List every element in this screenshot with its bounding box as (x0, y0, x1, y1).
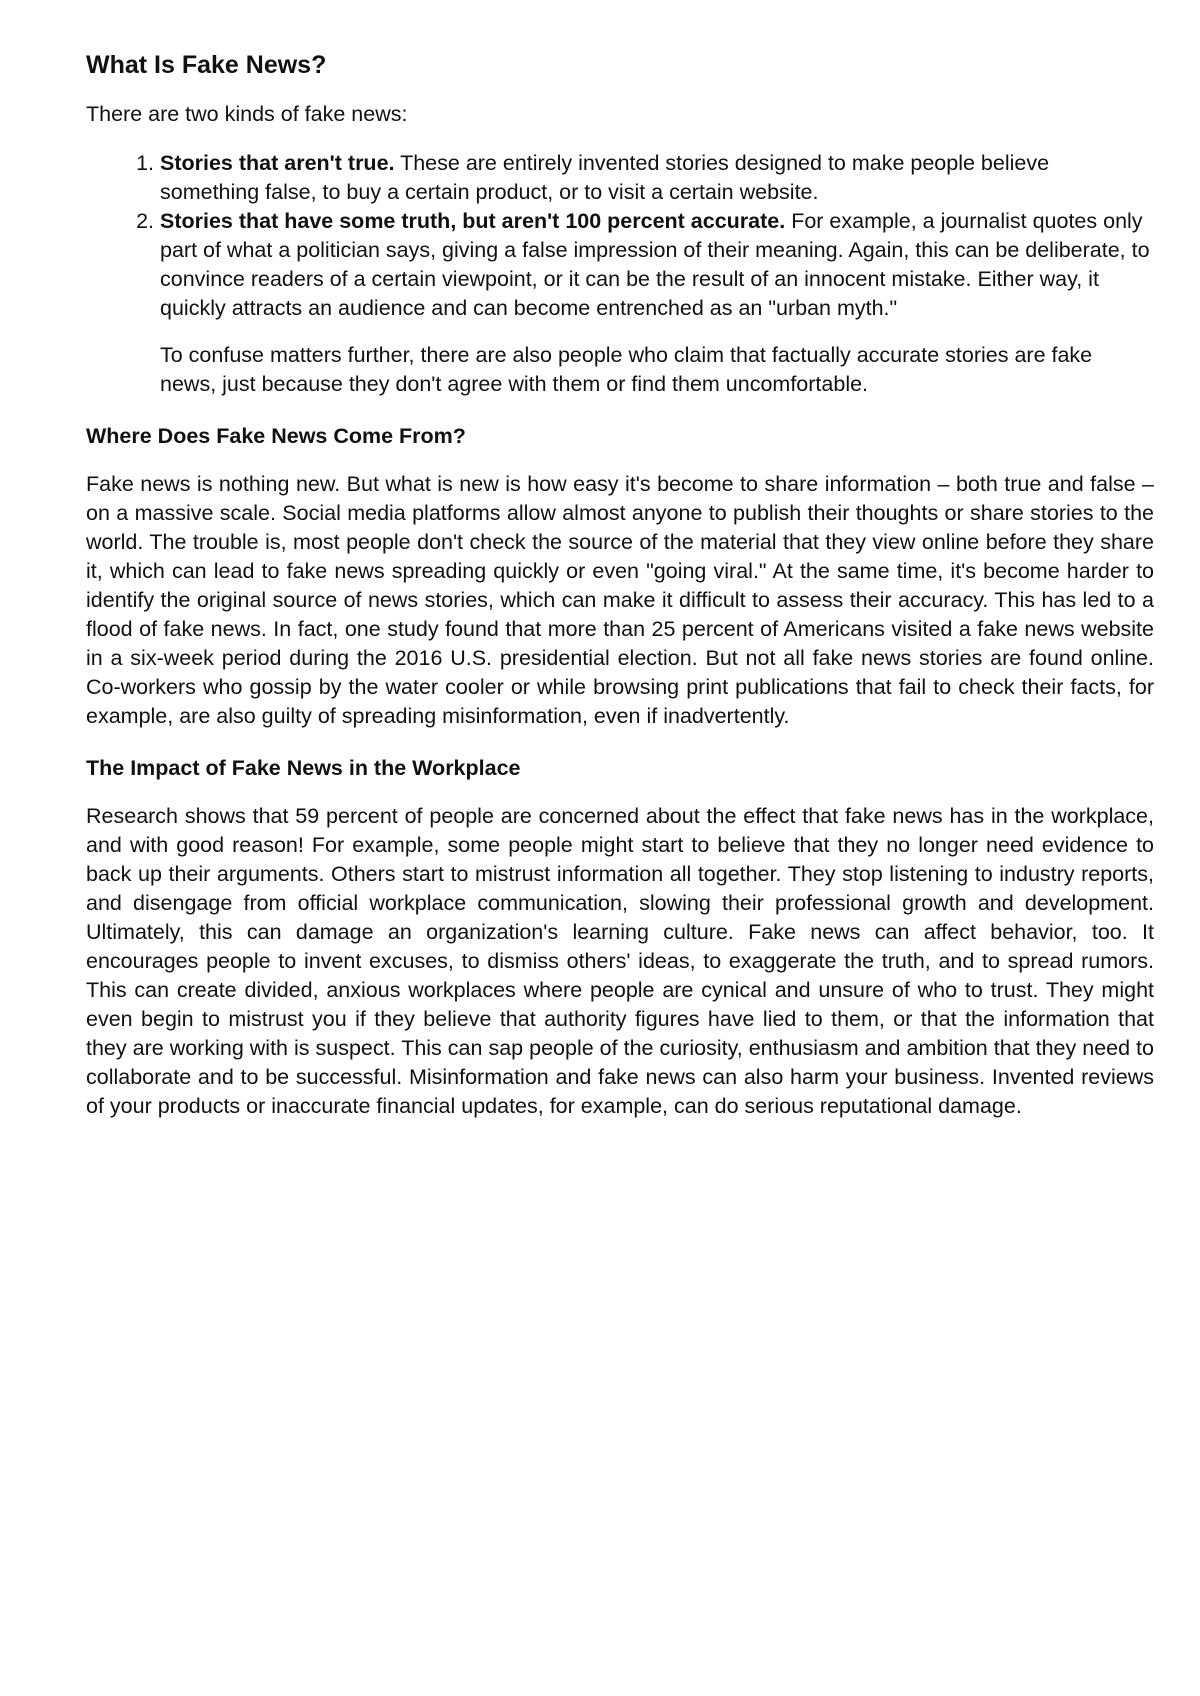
list-item-text: These are entirely invented stories designed to make people believe something false, to buy a certain product, or to visit a certain website. (160, 151, 1050, 204)
confuse-paragraph: To confuse matters further, there are also people who claim that factually accurate stories are fake news, just because they don't agree with them or find them uncomfortable. (160, 343, 1093, 396)
section-heading-impact: The Impact of Fake News in the Workplace (86, 756, 521, 780)
section-body-impact: Research shows that 59 percent of people are concerned about the effect that fake news has in the workplace, and with good reason! For example, some people might start to believe that they no longer need evidence to back up their arguments. Others start to mistrust information all together. They stop listening to industry reports, and disengage from official workplace communication, slowing their professional growth and development. Ultimately, this can damage an organization's learning culture. Fake news can affect behavior, too. It encourages people to invent excuses, to dismiss others' ideas, to exaggerate the truth, and to spread rumors. This can create divided, anxious workplaces where people are cynical and unsure of who to trust. They might even begin to mistrust you if they believe that authority figures have lied to them, or that the information that they are working with is suspect. This can sap people of the curiosity, enthusiasm and ambition that they need to collaborate and to be successful. Misinformation and fake news can also harm your business. Invented reviews of your products or inaccurate financial updates, for example, can do serious reputational damage. (86, 804, 1154, 1118)
fake-news-kinds-list (86, 149, 1154, 323)
page-title: What Is Fake News? (86, 51, 327, 79)
document-page (86, 44, 1154, 1121)
list-item-bold-lead: Stories that aren't true. (160, 151, 395, 175)
section-body-origin: Fake news is nothing new. But what is new is how easy it's become to share information – both true and false – on a massive scale. Social media platforms allow almost anyone to publish their thoughts or share stories to the world. The trouble is, most people don't check the source of the material that they view online before they share it, which can lead to fake news spreading quickly or even "going viral." At the same time, it's become harder to identify the original source of news stories, which can make it difficult to assess their accuracy. This has led to a flood of fake news. In fact, one study found that more than 25 percent of Americans visited a fake news website in a six-week period during the 2016 U.S. presidential election. But not all fake news stories are found online. Co-workers who gossip by the water cooler or while browsing print publications that fail to check their facts, for example, are also guilty of spreading misinformation, even if inadvertently. (86, 472, 1154, 728)
list-item-text: For example, a journalist quotes only part of what a politician says, giving a false impression of their meaning. Again, this can be deliberate, to convince readers of a certain viewpoint, or it can be the result of an innocent mistake. Either way, it quickly attracts an audience and can become entrenched as an "urban myth." (160, 209, 1150, 320)
list-item (160, 207, 1154, 323)
list-item (160, 149, 1154, 207)
intro-text: There are two kinds of fake news: (86, 102, 408, 126)
list-item-bold-lead: Stories that have some truth, but aren't 100 percent accurate. (160, 209, 786, 233)
section-heading-origin: Where Does Fake News Come From? (86, 424, 466, 448)
